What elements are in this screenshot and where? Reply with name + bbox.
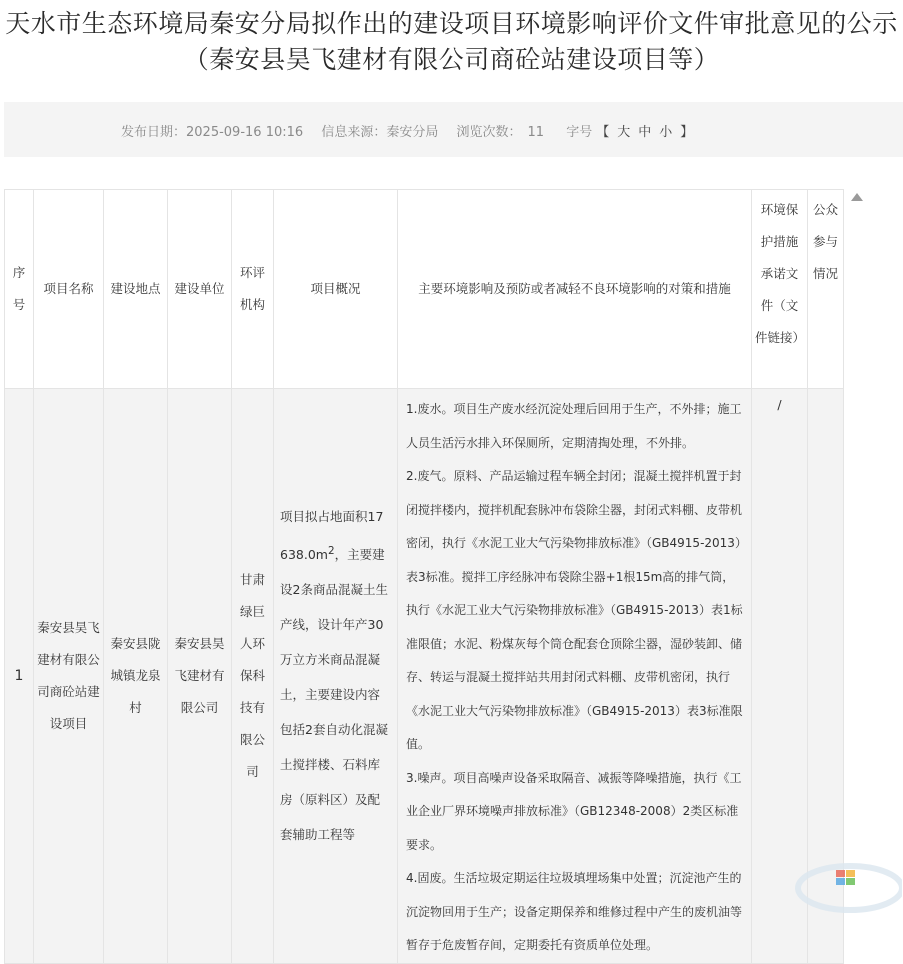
header-project-name: 项目名称 <box>34 190 104 389</box>
header-overview: 项目概况 <box>274 190 398 389</box>
cell-measures <box>398 389 752 964</box>
publish-date-value: 2025-09-16 10:16 <box>186 125 304 140</box>
scroll-up-arrow-icon[interactable] <box>851 193 863 201</box>
header-measures: 主要环境影响及预防或者减轻不良环境影响的对策和措施 <box>398 190 752 389</box>
page-title <box>0 6 903 78</box>
publish-date <box>121 125 303 140</box>
view-count-value: 11 <box>527 125 545 140</box>
info-source-label: 信息来源： <box>321 125 387 140</box>
font-size-bracket-close: 】 <box>680 125 694 140</box>
page-title-line2: （秦安县昊飞建材有限公司商砼站建设项目等） <box>183 45 720 74</box>
table-header-row <box>5 190 844 389</box>
cell-commitment: / <box>752 389 808 964</box>
measure-exhaust-gas: 2.废气。原料、产品运输过程车辆全封闭；混凝土搅拌机置于封闭搅拌楼内，搅拌机配套脉冲布袋除尘器，封闭式料棚、皮带机密闭，执行《水泥工业大气污染物排放标准》（GB4915-2013）表3标准。搅拌工序经脉冲布袋除尘器+1根15m高的排气筒，执行《水泥工业大气污染物排放标准》（GB4915-2013）表1标准限值；水泥、粉煤灰每个筒仓配套仓顶除尘器，湿砂装卸、储存、转运与混凝土搅拌站共用封闭式料棚、皮带机密闭，执行《水泥工业大气污染物排放标准》（GB4915-2013）表3标准限值。 <box>406 469 743 751</box>
table-row <box>5 389 844 964</box>
overview-superscript: 2 <box>327 545 335 558</box>
view-count-label: 浏览次数： <box>456 125 522 140</box>
cell-builder: 秦安县昊飞建材有限公司 <box>168 389 232 964</box>
overview-text-b: ，主要建设2条商品混凝土生产线，设计年产30万立方米商品混凝土，主要建设内容包括2套自动化混凝土搅拌楼、石料库房（原料区）及配套辅助工程等 <box>280 547 388 843</box>
cell-location: 秦安县陇城镇龙泉村 <box>104 389 168 964</box>
info-source <box>321 125 438 140</box>
header-commitment: 环境保护措施承诺文件（文件链接） <box>752 190 808 389</box>
measure-solid-waste: 4.固废。生活垃圾定期运往垃圾填埋场集中处置；沉淀池产生的沉淀物回用于生产；设备定期保养和维修过程中产生的废机油等暂存于危废暂存间，定期委托有资质单位处理。 <box>406 871 743 952</box>
cell-seq: 1 <box>5 389 34 964</box>
header-builder: 建设单位 <box>168 190 232 389</box>
cell-eia-agency: 甘肃绿巨人环保科技有限公司 <box>232 389 274 964</box>
overview-text-a: 项目拟占地面积17638.0m <box>280 509 384 563</box>
watermark-logo-icon <box>790 858 902 916</box>
header-seq: 序号 <box>5 190 34 389</box>
approval-table <box>4 189 844 964</box>
view-count <box>456 125 548 140</box>
measure-noise: 3.噪声。项目高噪声设备采取隔音、减振等降噪措施，执行《工业企业厂界环境噪声排放标准》（GB12348-2008）2类区标准要求。 <box>406 770 742 852</box>
font-size-medium-button[interactable]: 中 <box>638 125 652 140</box>
header-eia-agency: 环评机构 <box>232 190 274 389</box>
font-size-label: 字号 <box>566 125 593 140</box>
font-size-small-button[interactable]: 小 <box>659 125 673 140</box>
article-meta-bar <box>4 102 903 157</box>
font-size-large-button[interactable]: 大 <box>617 125 631 140</box>
font-size-switcher <box>566 125 697 140</box>
header-public-participation: 公众参与情况 <box>808 190 844 389</box>
cell-overview <box>274 389 398 964</box>
measure-wastewater: 1.废水。项目生产废水经沉淀处理后回用于生产，不外排；施工人员生活污水排入环保厕所，定期清掏处理，不外排。 <box>406 402 742 450</box>
page-title-line1: 天水市生态环境局秦安分局拟作出的建设项目环境影响评价文件审批意见的公示 <box>5 9 898 38</box>
cell-project-name: 秦安县昊飞建材有限公司商砼站建设项目 <box>34 389 104 964</box>
header-location: 建设地点 <box>104 190 168 389</box>
font-size-bracket-open: 【 <box>596 125 610 140</box>
publish-date-label: 发布日期： <box>121 125 187 140</box>
info-source-value: 秦安分局 <box>386 125 439 140</box>
